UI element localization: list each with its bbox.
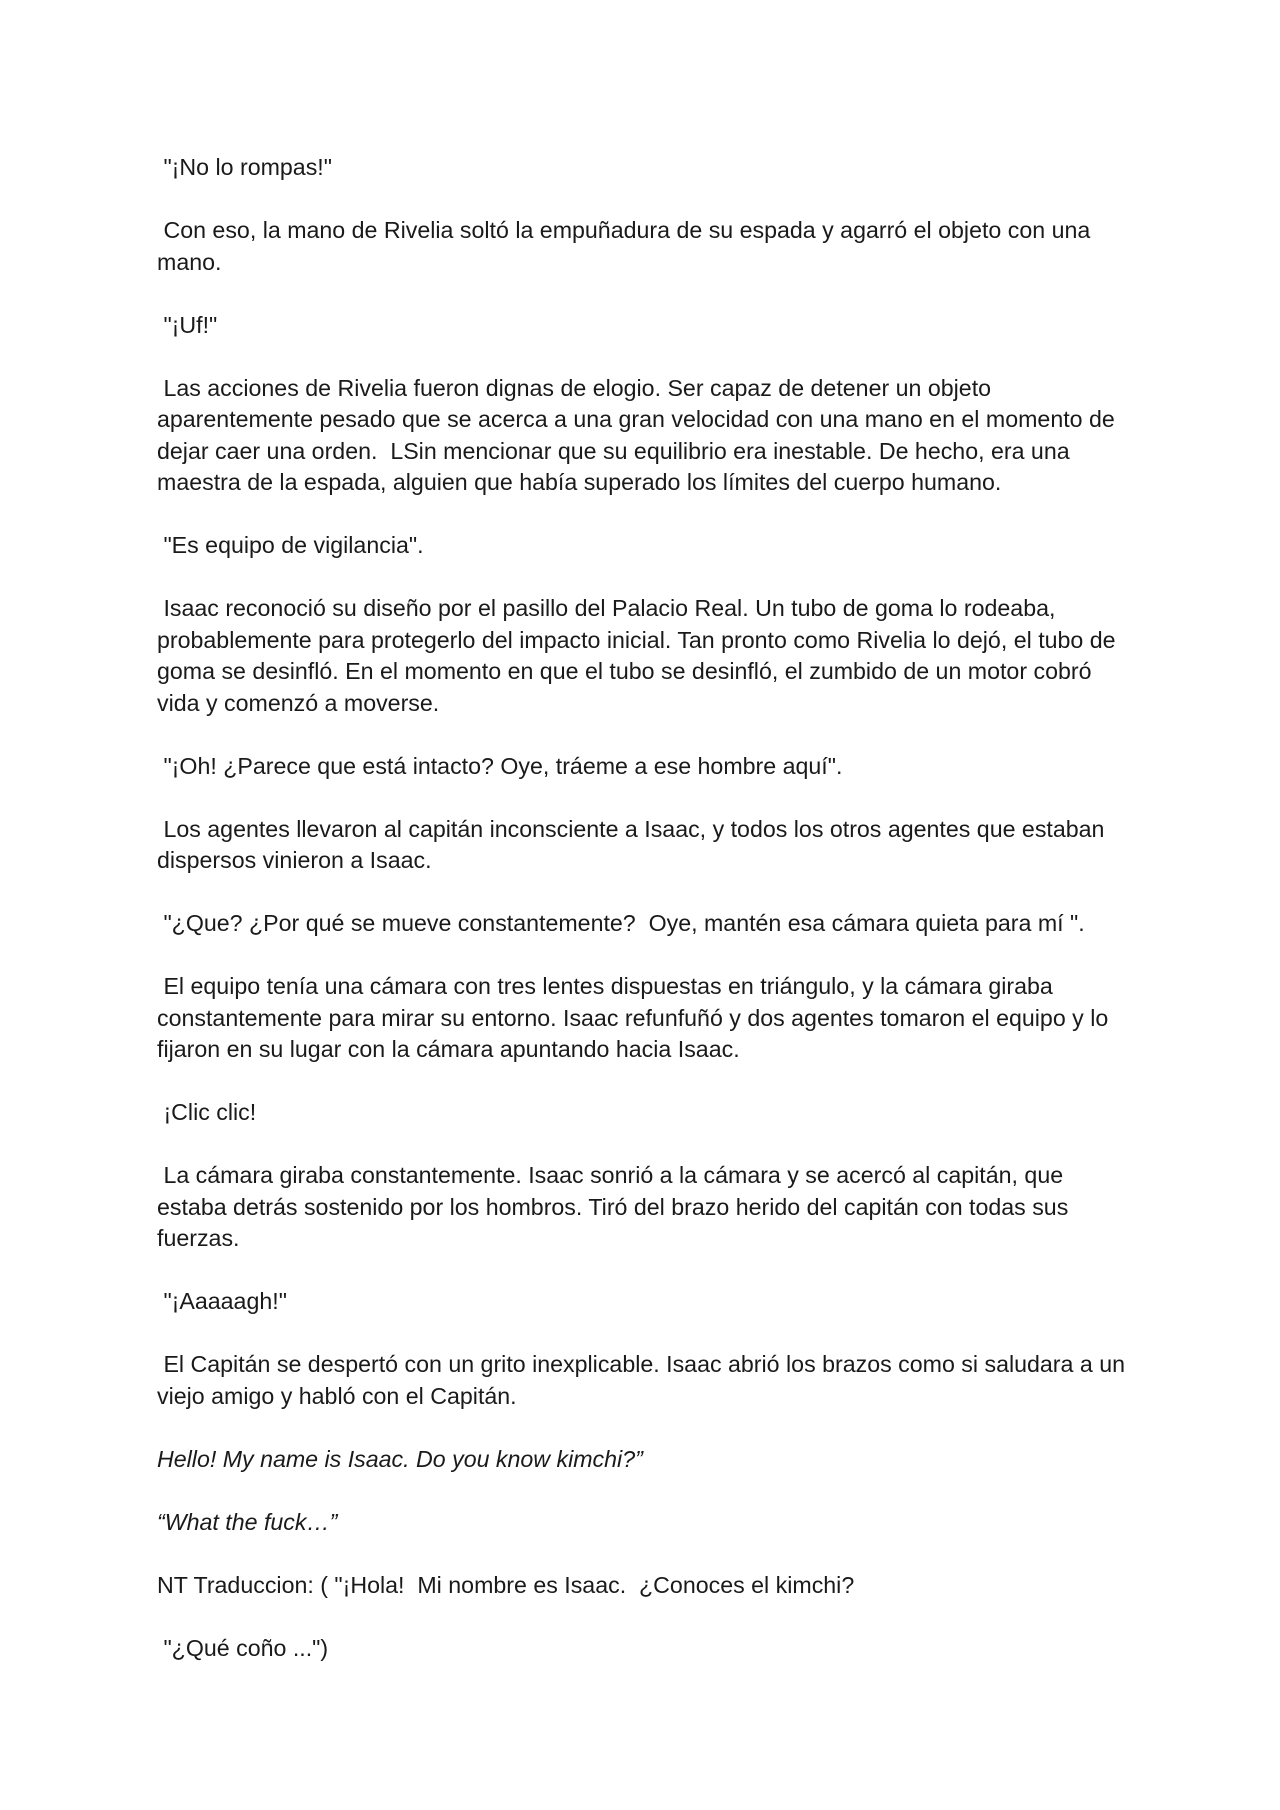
paragraph: NT Traduccion: ( "¡Hola! Mi nombre es Isaac. ¿Conoces el kimchi? (157, 1571, 855, 1598)
paragraph: Las acciones de Rivelia fueron dignas de elogio. Ser capaz de detener un objeto aparentemente pesado que se acerca a una gran velocidad con una mano en el momento de dejar caer una orden. LSin mencionar que su equilibrio era inestable. De hecho, era una maestra de la espada, alguien que había superado los límites del cuerpo humano. (157, 374, 1122, 495)
paragraph: El equipo tenía una cámara con tres lentes dispuestas en triángulo, y la cámara giraba constantemente para mirar su entorno. Isaac refunfuñó y dos agentes tomaron el equipo y lo fijaron en su lugar con la cámara apuntando hacia Isaac. (157, 973, 1115, 1062)
paragraph: Isaac reconoció su diseño por el pasillo del Palacio Real. Un tubo de goma lo rodeaba, probablemente para protegerlo del impacto inicial. Tan pronto como Rivelia lo dejó, el tubo de goma se desinfló. En el momento en que el tubo se desinfló, el zumbido de un motor cobró vida y comenzó a moverse. (157, 595, 1123, 716)
paragraph: "¡Uf!" (157, 311, 218, 338)
paragraph: "¿Qué coño ...") (157, 1634, 329, 1661)
paragraph: El Capitán se despertó con un grito inexplicable. Isaac abrió los brazos como si saludara a un viejo amigo y habló con el Capitán. (157, 1351, 1132, 1409)
paragraph: "¿Que? ¿Por qué se mueve constantemente? Oye, mantén esa cámara quieta para mí ". (157, 910, 1085, 936)
paragraph: "¡Aaaaagh!" (157, 1288, 287, 1314)
paragraph: Con eso, la mano de Rivelia soltó la empuñadura de su espada y agarró el objeto con una mano. (157, 217, 1097, 275)
paragraph: Los agentes llevaron al capitán inconsciente a Isaac, y todos los otros agentes que estaban dispersos vinieron a Isaac. (157, 815, 1111, 873)
paragraph: La cámara giraba constantemente. Isaac sonrió a la cámara y se acercó al capitán, que estaba detrás sostenido por los hombros. Tiró del brazo herido del capitán con todas sus fuerzas. (157, 1162, 1075, 1251)
document-body (157, 152, 1137, 1696)
paragraph: "Es equipo de vigilancia". (157, 532, 424, 558)
paragraph-italic: “What the fuck…” (157, 1508, 338, 1535)
paragraph: ¡Clic clic! (157, 1099, 257, 1125)
paragraph-italic: Hello! My name is Isaac. Do you know kimchi?” (157, 1445, 643, 1472)
paragraph: "¡Oh! ¿Parece que está intacto? Oye, tráeme a ese hombre aquí". (157, 752, 843, 779)
paragraph: "¡No lo rompas!" (157, 154, 332, 180)
